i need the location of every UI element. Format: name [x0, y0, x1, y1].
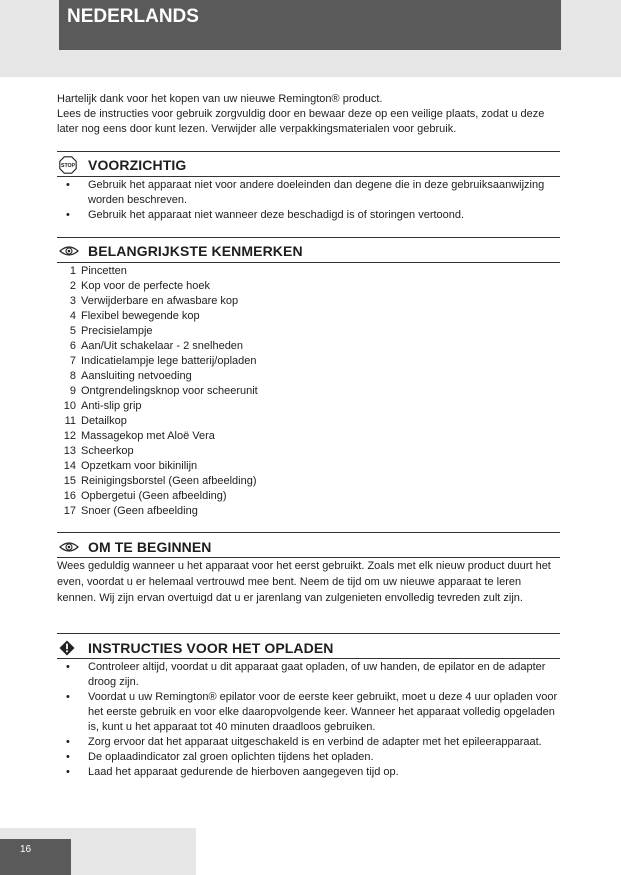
- stop-icon-text: STOP: [60, 163, 76, 170]
- list-item: 2 Kop voor de perfecte hoek: [69, 280, 211, 292]
- stop-sign-icon: [59, 156, 81, 174]
- charging-title: INSTRUCTIES VOOR HET OPLADEN: [88, 640, 334, 656]
- caution-list: [57, 178, 562, 223]
- section-divider: [57, 262, 560, 263]
- section-divider: [57, 532, 560, 533]
- list-item: 12 Massagekop met Aloë Vera: [63, 430, 215, 442]
- list-item: 7 Indicatielampje lege batterij/opladen: [69, 355, 257, 367]
- list-item: • De oplaadindicator zal groen oplichten tijdens het opladen.: [57, 750, 562, 765]
- list-item: 6 Aan/Uit schakelaar - 2 snelheden: [69, 340, 244, 352]
- list-item: 15 Reinigingsborstel (Geen afbeelding): [63, 475, 257, 487]
- intro-text: [57, 92, 562, 137]
- features-list: [57, 264, 258, 519]
- caution-header: [57, 156, 186, 174]
- caution-title: VOORZICHTIG: [88, 157, 187, 173]
- getting-started-title: OM TE BEGINNEN: [88, 539, 212, 555]
- section-divider: [57, 151, 560, 152]
- language-title: NEDERLANDS: [67, 6, 199, 27]
- list-item: • Zorg ervoor dat het apparaat uitgeschakeld is en verbind de adapter met het epileerapparaat.: [57, 735, 562, 750]
- list-item: 5 Precisielampje: [69, 325, 153, 337]
- list-item: 14 Opzetkam voor bikinilijn: [63, 460, 198, 472]
- list-item: 16 Opbergetui (Geen afbeelding): [63, 490, 227, 502]
- getting-started-header: [57, 538, 212, 556]
- intro-line-1: Hartelijk dank voor het kopen van uw nieuwe Remington® product.: [57, 93, 383, 105]
- list-item: 1 Pincetten: [69, 265, 127, 277]
- list-item: • Gebruik het apparaat niet voor andere doeleinden dan degene die in deze gebruiksaanwijzing worden beschreven.: [57, 178, 562, 208]
- list-item: • Gebruik het apparaat niet wanneer deze beschadigd is of storingen vertoond.: [57, 208, 562, 223]
- eye-icon: [59, 242, 81, 260]
- list-item: 3 Verwijderbare en afwasbare kop: [69, 295, 239, 307]
- page-number: 16: [20, 844, 32, 855]
- list-item: 8 Aansluiting netvoeding: [69, 370, 192, 382]
- list-item: 4 Flexibel bewegende kop: [69, 310, 200, 322]
- charging-header: [57, 639, 333, 657]
- list-item: 17 Snoer (Geen afbeelding: [63, 505, 198, 517]
- list-item: 11 Detailkop: [64, 415, 127, 427]
- language-header: [59, 0, 561, 50]
- list-item: 9 Ontgrendelingsknop voor scheerunit: [69, 385, 258, 397]
- section-divider: [57, 658, 560, 659]
- features-header: [57, 242, 303, 260]
- intro-line-2: Lees de instructies voor gebruik zorgvuldig door en bewaar deze op een veilige plaats, zodat u deze later nog eens door kunt lezen. Verwijder alle verpakkingsmaterialen voor gebruik.: [57, 108, 545, 135]
- list-item: • Voordat u uw Remington® epilator voor de eerste keer gebruikt, moet u deze 4 uur opladen voor het eerste gebruik en voor elke daaropvolgende keer. Wanneer het apparaat volledig opgeladen is, kunt u het apparaat tot 40 minuten draadloos gebruiken.: [57, 690, 562, 735]
- list-item: • Controleer altijd, voordat u dit apparaat gaat opladen, of uw handen, de epilator en de adapter droog zijn.: [57, 660, 562, 690]
- warning-diamond-icon: [59, 639, 81, 657]
- list-item: 10 Anti-slip grip: [63, 400, 142, 412]
- section-divider: [57, 633, 560, 634]
- eye-icon: [59, 538, 81, 556]
- list-item: • Laad het apparaat gedurende de hierboven aangegeven tijd op.: [57, 765, 562, 780]
- list-item: 13 Scheerkop: [63, 445, 134, 457]
- section-divider: [57, 176, 560, 177]
- features-title: BELANGRIJKSTE KENMERKEN: [88, 243, 303, 259]
- section-divider: [57, 237, 560, 238]
- charging-list: [57, 660, 562, 780]
- getting-started-text: Wees geduldig wanneer u het apparaat voor het eerst gebruikt. Zoals met elk nieuw product duurt het even, voordat u er helemaal vertrouwd mee bent. Neem de tijd om uw nieuwe apparaat te leren kennen. Wij zijn ervan overtuigd dat u er jarenlang van zulgenieten envolledig tevreden zult zijn.: [57, 560, 551, 604]
- page-number-box: [0, 839, 71, 875]
